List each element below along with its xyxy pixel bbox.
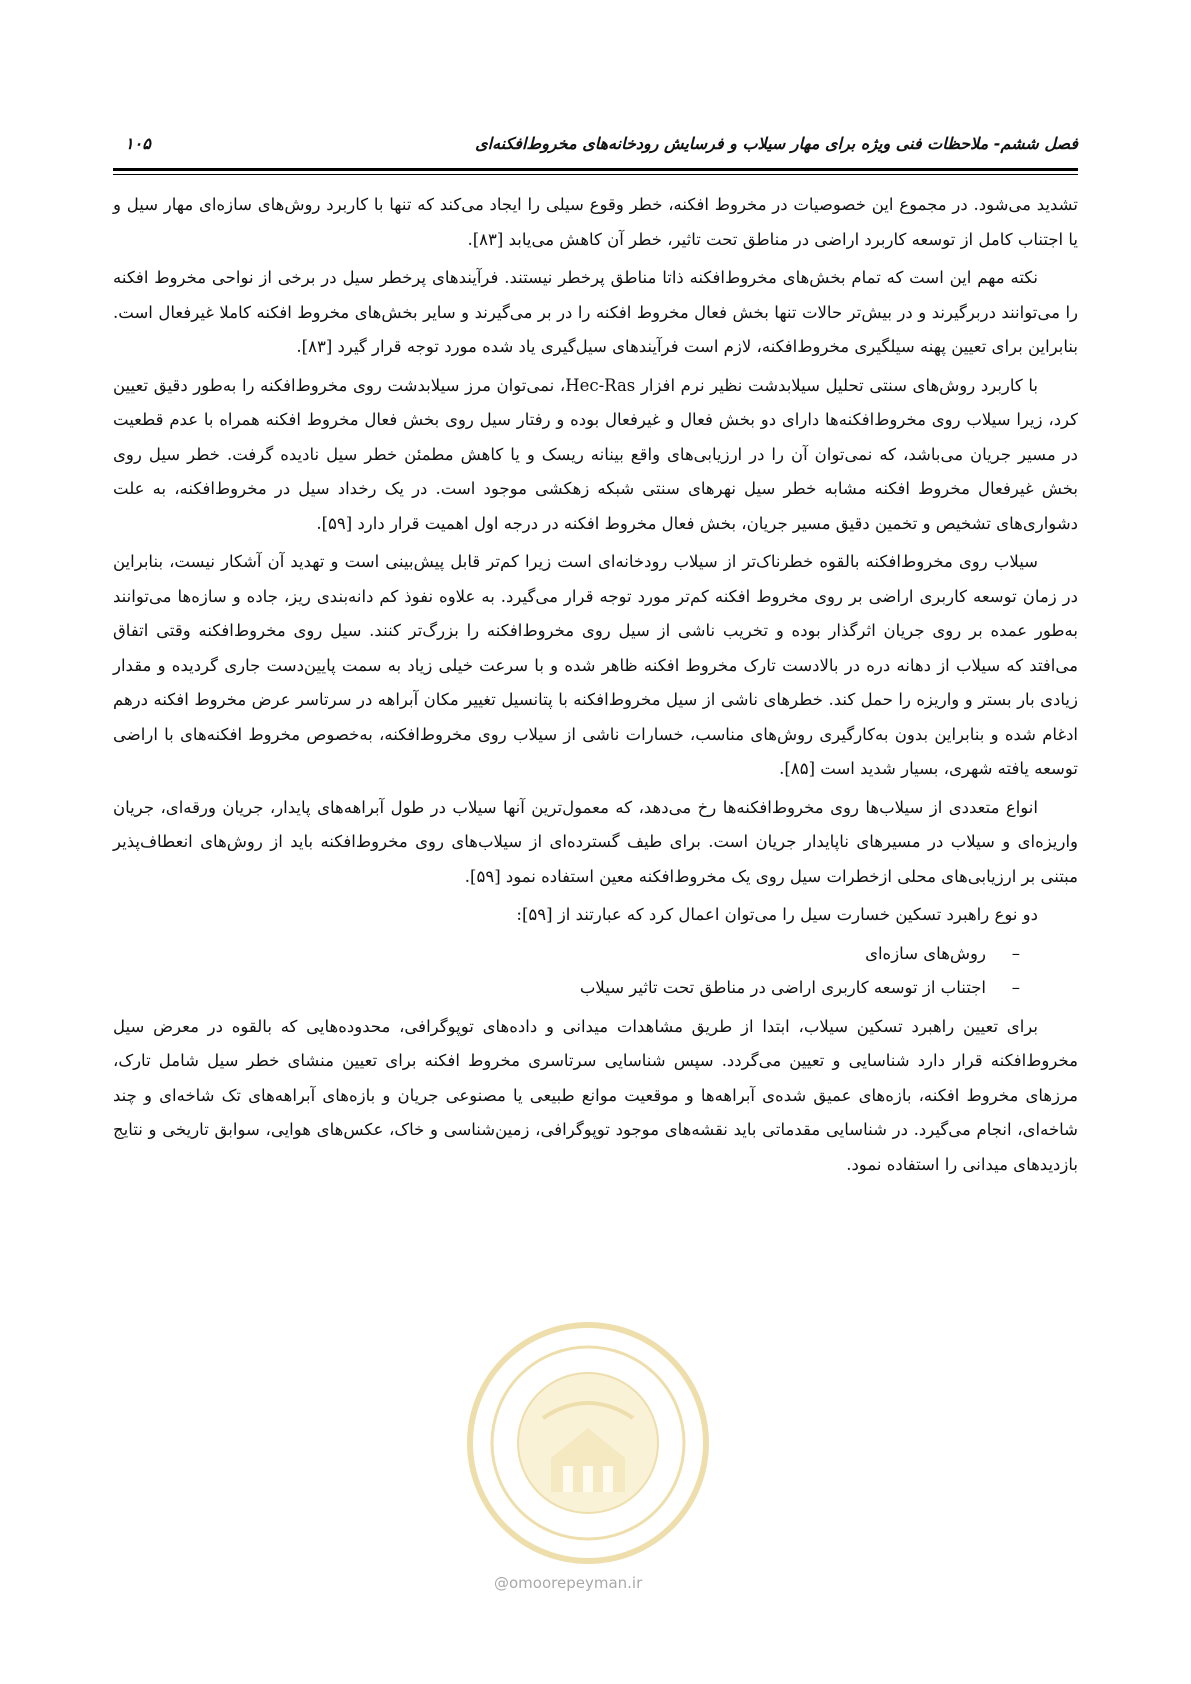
list-item-text: اجتناب از توسعه کاربری اراضی در مناطق تحت تاثیر سیلاب — [579, 978, 986, 997]
page-header — [113, 120, 1078, 168]
paragraph: برای تعیین راهبرد تسکین سیلاب، ابتدا از طریق مشاهدات میدانی و داده‌های توپوگرافی، محدوده‌هایی که بالقوه در معرض سیل مخروط‌افکنه قرار دارد شناسایی و تعیین می‌گردد. سپس شناسایی سرتاسری مخروط افکنه برای تعیین منشای خطر سیل شامل تارک، مرزهای مخروط افکنه، بازه‌های عمیق شده‌ی آبراهه‌ها و موقعیت موانع طبیعی یا مصنوعی جریان و بازه‌های آبراهه‌های تک شاخه‌ای و چند شاخه‌ای، انجام می‌گیرد. در شناسایی مقدماتی باید نقشه‌های موجود توپوگرافی، زمین‌شناسی و خاک، عکس‌های هوایی، سوابق تاریخی و نتایج بازدیدهای میدانی را استفاده نمود. — [113, 1016, 1078, 1174]
body-text — [113, 188, 1078, 1186]
paragraph: نکته مهم این است که تمام بخش‌های مخروط‌افکنه ذاتا مناطق پرخطر نیستند. فرآیندهای پرخطر سیل در برخی از نواحی مخروط افکنه را می‌توانند دربرگیرند و در بیش‌تر حالات تنها بخش فعال مخروط افکنه را در بر می‌گیرند و سایر بخش‌های مخروط افکنه کاملا غیرفعال است. بنابراین برای تعیین پهنه سیلگیری مخروط‌افکنه، لازم است فرآیندهای سیل‌گیری یاد شده مورد توجه قرار گیرد [۸۳]. — [113, 268, 1078, 356]
paragraph: سیلاب روی مخروط‌افکنه بالقوه خطرناک‌تر از سیلاب رودخانه‌ای است زیرا کم‌تر قابل پیش‌بینی است و تهدید آن آشکار نیست، بنابراین در زمان توسعه کاربری اراضی بر روی مخروط افکنه کم‌تر مورد توجه قرار می‌گیرد. به علاوه نفوذ کم دانه‌بندی ریز، جاده و سازه‌ها می‌توانند به‌طور عمده بر روی جریان اثرگذار بوده و تخریب ناشی از سیل روی مخروط‌افکنه را بزرگ‌تر کنند. سیل روی مخروط‌افکنه وقتی اتفاق می‌افتد که سیلاب از دهانه دره در بالادست تارک مخروط افکنه ظاهر شده و با سرعت خیلی زیاد به سمت پایین‌دست جاری گردیده و مقدار زیادی بار بستر و واریزه را حمل کند. خطرهای ناشی از سیل مخروط‌افکنه با پتانسیل تغییر مکان آبراهه در سرتاسر عرض مخروط افکنه درهم ادغام شده و بنابراین بدون به‌کارگیری روش‌های مناسب، خسارات ناشی از سیلاب روی مخروط‌افکنه، به‌خصوص مخروط افکنه‌های با اراضی توسعه یافته شهری، بسیار شدید است [۸۵]. — [113, 552, 1078, 778]
watermark-site-text: @omoorepeyman.ir — [494, 1574, 643, 1592]
list-item — [113, 971, 1020, 1006]
bullet-list — [113, 937, 1078, 1006]
header-rule-thick — [113, 168, 1078, 171]
list-item — [113, 937, 1020, 972]
header-rule-thin — [113, 174, 1078, 175]
paragraph: دو نوع راهبرد تسکین خسارت سیل را می‌توان اعمال کرد که عبارتند از [۵۹]: — [516, 905, 1038, 924]
chapter-title: فصل ششم- ملاحظات فنی ویژه برای مهار سیلاب و فرسایش رودخانه‌های مخروط‌افکنه‌ای — [475, 134, 1078, 153]
watermark-seal-icon — [463, 1318, 713, 1568]
paragraph: انواع متعددی از سیلاب‌ها روی مخروط‌افکنه‌ها رخ می‌دهد، که معمول‌ترین آنها سیلاب در طول آبراهه‌های پایدار، جریان ورقه‌ای، جریان واریزه‌ای و سیلاب در مسیرهای ناپایدار جریان است. برای طیف گسترده‌ای از سیلاب‌های روی مخروط‌افکنه باید از روش‌های انعطاف‌پذیر مبتنی بر ارزیابی‌های محلی ازخطرات سیل روی یک مخروط‌افکنه معین استفاده نمود [۵۹]. — [113, 797, 1078, 886]
dash-marker: – — [1011, 943, 1020, 963]
paragraph: تشدید می‌شود. در مجموع این خصوصیات در مخروط افکنه، خطر وقوع سیلی را ایجاد می‌کند که تنها با کاربرد روش‌های سازه‌ای مهار سیل و یا اجتناب کامل از توسعه کاربرد اراضی در مناطق تحت تاثیر، خطر آن کاهش می‌یابد [۸۳]. — [113, 195, 1078, 249]
list-item-text: روش‌های سازه‌ای — [865, 943, 986, 963]
dash-marker: – — [1011, 978, 1020, 997]
paragraph: با کاربرد روش‌های سنتی تحلیل سیلابدشت نظیر نرم افزار Hec-Ras، نمی‌توان مرز سیلابدشت روی مخروط‌افکنه را به‌طور دقیق تعیین کرد، زیرا سیلاب روی مخروط‌افکنه‌ها دارای دو بخش فعال و غیرفعال بوده و رفتار سیل روی بخش فعال مخروط افکنه همراه با عدم قطعیت در مسیر جریان می‌باشد، که نمی‌توان آن را در ارزیابی‌های واقع بینانه ریسک و یا کاهش مطمئن خطر سیل نادیده گرفت. خطر سیل روی بخش غیرفعال مخروط افکنه مشابه خطر سیل نهرهای سنتی شبکه زهکشی موجود است. در یک رخداد سیل در مخروط‌افکنه، به علت دشواری‌های تشخیص و تخمین دقیق مسیر جریان، بخش فعال مخروط افکنه در درجه اول اهمیت قرار دارد [۵۹]. — [113, 375, 1078, 533]
page-number: ۱۰۵ — [125, 134, 151, 153]
